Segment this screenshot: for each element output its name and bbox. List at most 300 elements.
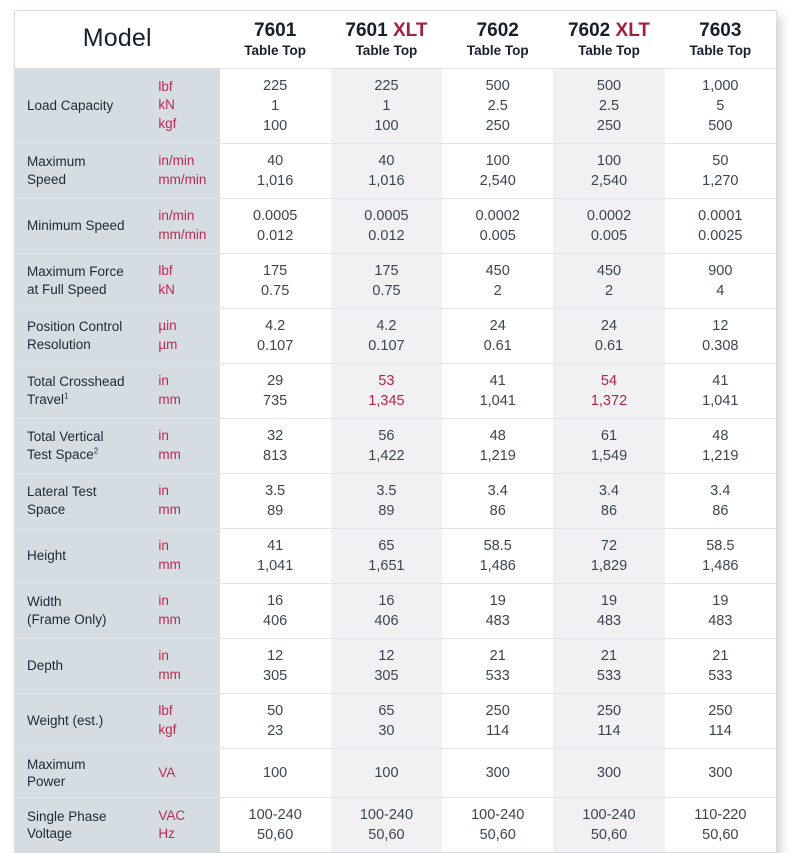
value-text: 1,829	[590, 557, 628, 574]
value-text: 4	[716, 282, 725, 299]
row-units	[154, 473, 219, 528]
value-cell	[553, 583, 664, 638]
value-text: 24	[489, 317, 506, 334]
row-label-line: Resolution	[27, 336, 91, 352]
value-cell	[553, 638, 664, 693]
value-cell	[665, 528, 776, 583]
value-text: 300	[708, 764, 733, 781]
model-subtitle-2: Table Top	[466, 43, 529, 59]
row-label	[15, 143, 154, 198]
value-text: 0.75	[372, 282, 401, 299]
table-row	[15, 198, 776, 253]
unit-label: mm/min	[158, 226, 207, 242]
value-text: 48	[712, 427, 729, 444]
row-label	[15, 253, 154, 308]
spec-table-container	[14, 10, 777, 853]
row-label-line: Minimum Speed	[27, 218, 125, 234]
value-text: 450	[485, 262, 510, 279]
value-text: 250	[485, 117, 510, 134]
unit-label: in/min	[158, 208, 195, 224]
row-units	[154, 68, 219, 143]
table-row	[15, 308, 776, 363]
value-text: 100	[485, 152, 510, 169]
value-cell	[331, 253, 442, 308]
value-cell	[553, 363, 664, 418]
value-cell	[553, 418, 664, 473]
row-label-line: Height	[27, 548, 67, 564]
column-header-2	[442, 11, 553, 68]
row-label	[15, 473, 154, 528]
value-cell	[220, 253, 331, 308]
value-cell	[331, 798, 442, 853]
value-text: 50	[712, 152, 729, 169]
table-row	[15, 693, 776, 748]
value-cell	[665, 363, 776, 418]
value-text: 100-240	[582, 807, 636, 824]
table-body	[15, 68, 776, 852]
unit-label: in	[158, 648, 169, 664]
row-units	[154, 583, 219, 638]
value-text: 19	[489, 592, 506, 609]
value-text: 12	[267, 647, 284, 664]
value-text: 500	[485, 77, 510, 94]
value-text: 2.5	[487, 97, 508, 114]
model-number-text-0: 7601	[254, 20, 297, 41]
unit-label: lbf	[158, 263, 173, 279]
row-units	[154, 693, 219, 748]
value-text: 19	[600, 592, 618, 609]
value-text: 300	[485, 764, 510, 781]
value-text: 0.61	[594, 337, 624, 354]
table-header	[15, 11, 776, 68]
value-text: 2	[493, 282, 502, 299]
row-label-line: Total Vertical	[27, 429, 104, 445]
table-row	[15, 418, 776, 473]
value-text: 483	[708, 612, 733, 629]
row-label	[15, 198, 154, 253]
row-label	[15, 68, 154, 143]
table-row	[15, 473, 776, 528]
value-text: 305	[263, 667, 288, 684]
value-text: 54	[600, 372, 618, 389]
corner-header-model: Model	[15, 11, 220, 68]
value-cell	[220, 583, 331, 638]
unit-label: VA	[158, 764, 176, 780]
value-cell	[331, 418, 442, 473]
unit-label: kN	[158, 97, 175, 113]
model-number-3	[553, 20, 664, 42]
value-text: 175	[374, 262, 399, 279]
row-label-line: Voltage	[27, 826, 73, 842]
value-text: 86	[600, 502, 618, 519]
value-text: 41	[489, 372, 506, 389]
model-number-2	[442, 20, 553, 42]
value-text: 100	[263, 764, 288, 781]
value-cell	[665, 798, 776, 853]
row-units	[154, 198, 219, 253]
value-text: 30	[378, 722, 395, 739]
row-label	[15, 418, 154, 473]
value-cell	[220, 798, 331, 853]
value-text: 50,60	[368, 827, 405, 844]
value-text: 65	[378, 537, 395, 554]
value-cell	[553, 253, 664, 308]
value-text: 533	[485, 667, 510, 684]
value-text: 483	[485, 612, 510, 629]
value-cell	[442, 528, 553, 583]
value-text: 0.107	[368, 337, 405, 354]
value-text: 900	[708, 262, 733, 279]
value-text: 21	[600, 647, 618, 664]
value-text: 5	[716, 97, 725, 114]
value-text: 58.5	[706, 537, 735, 554]
value-text: 3.5	[265, 482, 286, 499]
value-text: 1,219	[702, 447, 739, 464]
footnote-marker: 2	[93, 446, 99, 456]
value-text: 72	[600, 537, 618, 554]
value-text: 4.2	[376, 317, 397, 334]
value-text: 89	[378, 502, 395, 519]
value-text: 250	[485, 702, 510, 719]
value-text: 32	[267, 427, 284, 444]
value-text: 0.0005	[252, 207, 298, 224]
value-cell	[442, 638, 553, 693]
value-text: 0.012	[257, 227, 294, 244]
table-row	[15, 798, 776, 853]
value-text: 2.5	[598, 97, 620, 114]
row-label-line: Total Crosshead	[27, 374, 125, 390]
table-row	[15, 363, 776, 418]
row-label-line: Lateral Test	[27, 484, 97, 500]
value-text: 735	[263, 392, 288, 409]
row-label-line: Travel	[27, 391, 65, 407]
row-label-line: (Frame Only)	[27, 611, 107, 627]
row-units	[154, 143, 219, 198]
value-cell	[665, 143, 776, 198]
value-text: 0.308	[702, 337, 739, 354]
row-label	[15, 528, 154, 583]
value-cell	[331, 638, 442, 693]
column-header-1	[331, 11, 442, 68]
value-text: 1,372	[590, 392, 628, 409]
value-text: 1,270	[702, 172, 739, 189]
value-text: 813	[263, 447, 288, 464]
value-cell	[442, 583, 553, 638]
value-cell	[331, 693, 442, 748]
model-subtitle-3: Table Top	[578, 43, 640, 59]
value-cell	[553, 528, 664, 583]
value-cell	[442, 418, 553, 473]
value-text: 110-220	[694, 807, 747, 824]
row-units	[154, 798, 219, 853]
value-cell	[665, 748, 776, 798]
value-text: 500	[708, 117, 733, 134]
model-number-text-4: 7603	[699, 20, 742, 41]
row-label-line: Single Phase	[27, 808, 107, 824]
row-units	[154, 748, 219, 798]
value-cell	[220, 363, 331, 418]
unit-label: kgf	[158, 721, 177, 737]
value-cell	[220, 528, 331, 583]
table-row	[15, 638, 776, 693]
value-cell	[220, 748, 331, 798]
unit-label: mm	[158, 501, 181, 517]
value-cell	[442, 748, 553, 798]
table-row	[15, 68, 776, 143]
value-cell	[665, 253, 776, 308]
value-cell	[331, 363, 442, 418]
value-text: 300	[596, 764, 622, 781]
value-text: 100-240	[359, 807, 414, 824]
model-number-4	[665, 20, 776, 42]
model-subtitle-0: Table Top	[244, 43, 307, 59]
value-text: 53	[378, 372, 395, 389]
value-text: 250	[596, 117, 622, 134]
row-units	[154, 418, 219, 473]
value-text: 50,60	[479, 827, 516, 844]
value-cell	[665, 68, 776, 143]
unit-label: mm	[158, 556, 181, 572]
value-text: 40	[267, 152, 284, 169]
column-header-4	[665, 11, 776, 68]
value-cell	[442, 363, 553, 418]
value-text: 406	[374, 612, 399, 629]
value-cell	[553, 143, 664, 198]
unit-label: in	[158, 428, 169, 444]
value-cell	[331, 68, 442, 143]
row-label-line: Speed	[27, 171, 67, 187]
value-text: 500	[596, 77, 622, 94]
value-text: 1,016	[368, 172, 405, 189]
value-text: 114	[597, 722, 621, 739]
footnote-marker: 1	[64, 391, 69, 401]
value-cell	[553, 68, 664, 143]
value-text: 0.0005	[364, 207, 409, 224]
row-label	[15, 638, 154, 693]
value-text: 4.2	[265, 317, 286, 334]
row-label-line: Maximum Force	[27, 264, 124, 280]
value-text: 0.75	[261, 282, 290, 299]
table-row	[15, 583, 776, 638]
row-units	[154, 253, 219, 308]
value-cell	[331, 198, 442, 253]
value-cell	[665, 583, 776, 638]
value-cell	[220, 418, 331, 473]
value-text: 0.0025	[698, 227, 743, 244]
value-cell	[442, 253, 553, 308]
value-text: 175	[263, 262, 288, 279]
value-text: 50,60	[257, 827, 294, 844]
value-cell	[442, 143, 553, 198]
row-label-line: Load Capacity	[27, 98, 114, 114]
unit-label: in	[158, 593, 169, 609]
value-text: 12	[378, 647, 395, 664]
value-text: 21	[489, 647, 506, 664]
unit-label: in	[158, 538, 169, 554]
value-text: 1,016	[257, 172, 294, 189]
value-text: 29	[267, 372, 284, 389]
value-cell	[553, 748, 664, 798]
value-text: 86	[712, 502, 729, 519]
value-text: 1,486	[702, 557, 739, 574]
value-text: 1,486	[479, 557, 516, 574]
value-text: 114	[486, 722, 510, 739]
value-text: 100-240	[248, 807, 302, 824]
value-text: 0.0001	[698, 207, 743, 224]
row-label	[15, 693, 154, 748]
value-text: 250	[596, 702, 622, 719]
value-text: 50,60	[702, 827, 739, 844]
unit-label: in	[158, 483, 169, 499]
value-cell	[665, 473, 776, 528]
value-text: 1,000	[702, 77, 739, 94]
value-cell	[553, 198, 664, 253]
value-cell	[220, 693, 331, 748]
value-text: 1,651	[368, 557, 405, 574]
value-text: 250	[708, 702, 733, 719]
row-label-line: Maximum	[27, 756, 86, 772]
value-cell	[665, 308, 776, 363]
value-cell	[553, 308, 664, 363]
value-text: 16	[267, 592, 284, 609]
value-text: 100	[374, 764, 399, 781]
value-text: 1,219	[479, 447, 516, 464]
value-cell	[331, 308, 442, 363]
value-cell	[553, 693, 664, 748]
row-label-line: Width	[27, 594, 62, 610]
value-cell	[220, 68, 331, 143]
value-cell	[442, 198, 553, 253]
model-variant-3: XLT	[615, 20, 651, 41]
value-text: 2,540	[479, 172, 516, 189]
value-text: 19	[712, 592, 729, 609]
unit-label: µm	[158, 336, 178, 352]
value-cell	[220, 308, 331, 363]
value-text: 450	[596, 262, 622, 279]
unit-label: kgf	[158, 116, 177, 131]
value-cell	[553, 473, 664, 528]
value-cell	[331, 143, 442, 198]
value-text: 48	[489, 427, 506, 444]
value-cell	[220, 198, 331, 253]
unit-label: lbf	[158, 78, 173, 94]
value-text: 1,422	[368, 447, 405, 464]
value-text: 1	[382, 97, 391, 114]
row-label	[15, 583, 154, 638]
value-text: 2,540	[590, 172, 628, 189]
row-label-line: Depth	[27, 658, 64, 674]
value-text: 41	[267, 537, 284, 554]
value-text: 0.005	[590, 227, 628, 244]
value-text: 1,041	[257, 557, 294, 574]
table-row	[15, 143, 776, 198]
value-text: 225	[263, 77, 288, 94]
row-label-line: Test Space	[27, 446, 94, 462]
value-text: 50,60	[590, 827, 628, 844]
column-header-3	[553, 11, 664, 68]
value-text: 1,041	[479, 392, 516, 409]
value-text: 100	[374, 117, 399, 134]
row-label	[15, 748, 154, 798]
model-number-text-2: 7602	[476, 20, 519, 41]
value-text: 3.4	[710, 482, 731, 499]
unit-label: mm	[158, 666, 181, 682]
value-text: 3.4	[487, 482, 508, 499]
value-cell	[442, 308, 553, 363]
row-label-line: at Full Speed	[27, 281, 107, 297]
unit-label: VAC	[158, 807, 186, 823]
unit-label: mm	[158, 611, 181, 627]
unit-label: mm/min	[158, 171, 207, 187]
value-text: 225	[374, 77, 399, 94]
value-text: 50	[267, 702, 284, 719]
model-subtitle-1: Table Top	[355, 43, 418, 59]
value-text: 406	[263, 612, 288, 629]
row-label-line: Position Control	[27, 319, 123, 335]
value-text: 65	[378, 702, 395, 719]
value-text: 1,041	[702, 392, 739, 409]
value-text: 0.107	[257, 337, 294, 354]
value-text: 483	[596, 612, 622, 629]
row-units	[154, 528, 219, 583]
row-label-line: Power	[27, 773, 66, 789]
value-cell	[331, 473, 442, 528]
value-cell	[220, 638, 331, 693]
value-text: 86	[489, 502, 506, 519]
value-text: 0.0002	[586, 207, 632, 224]
value-text: 41	[712, 372, 729, 389]
value-cell	[331, 748, 442, 798]
value-cell	[220, 473, 331, 528]
row-label	[15, 798, 154, 853]
value-text: 16	[378, 592, 395, 609]
value-text: 1	[271, 97, 280, 114]
value-text: 0.0002	[475, 207, 520, 224]
value-text: 2	[604, 282, 614, 299]
value-cell	[442, 68, 553, 143]
row-units	[154, 363, 219, 418]
value-text: 100-240	[471, 807, 525, 824]
value-cell	[442, 693, 553, 748]
value-cell	[331, 528, 442, 583]
row-units	[154, 638, 219, 693]
value-cell	[553, 798, 664, 853]
row-label-line: Weight (est.)	[27, 713, 104, 729]
value-text: 100	[596, 152, 622, 169]
value-text: 89	[267, 502, 284, 519]
model-number-text-3: 7602	[567, 20, 611, 41]
unit-label: mm	[158, 446, 181, 462]
value-text: 3.5	[376, 482, 397, 499]
model-number-1	[331, 20, 442, 42]
value-text: 58.5	[483, 537, 512, 554]
unit-label: Hz	[158, 826, 175, 842]
value-text: 24	[600, 317, 618, 334]
unit-label: µin	[158, 318, 177, 334]
unit-label: in/min	[158, 153, 195, 169]
table-row	[15, 528, 776, 583]
row-label	[15, 363, 154, 418]
unit-label: lbf	[158, 703, 173, 719]
value-text: 0.012	[368, 227, 405, 244]
value-text: 40	[378, 152, 395, 169]
table-row	[15, 253, 776, 308]
model-variant-1: XLT	[392, 20, 428, 41]
value-text: 3.4	[598, 482, 620, 499]
value-cell	[665, 418, 776, 473]
value-cell	[665, 198, 776, 253]
value-text: 12	[712, 317, 729, 334]
